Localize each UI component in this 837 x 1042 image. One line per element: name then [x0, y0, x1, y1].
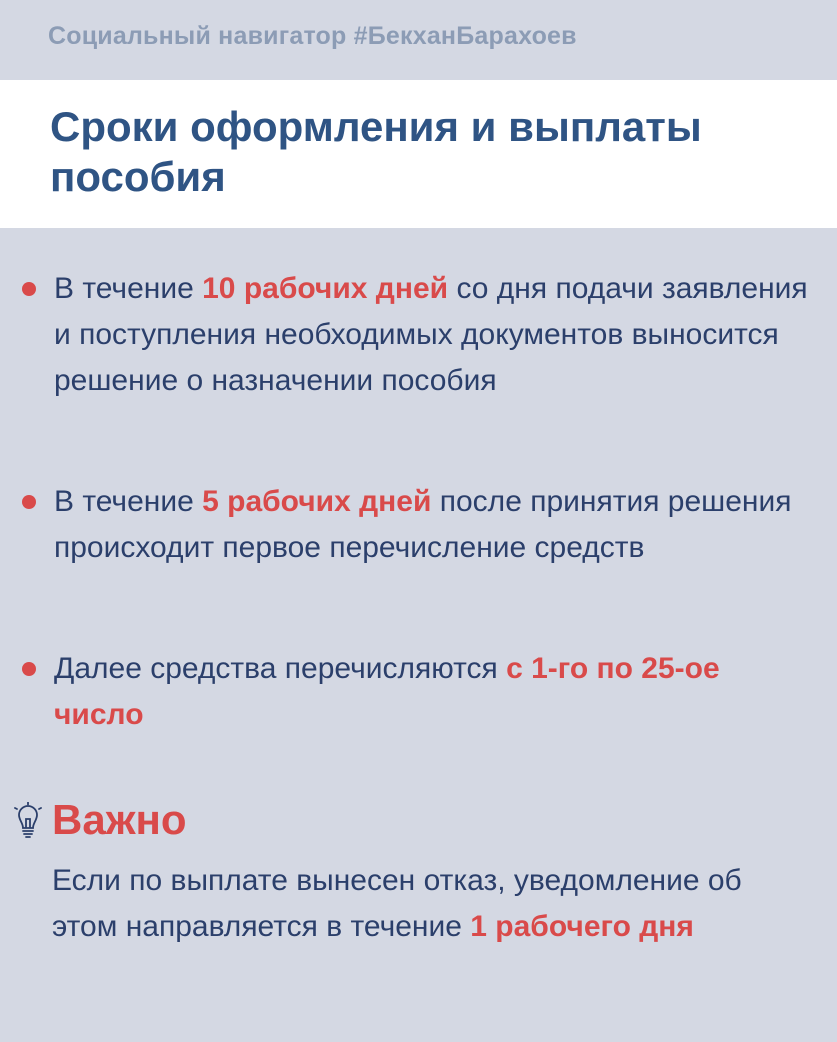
important-highlight: 1 рабочего дня	[470, 910, 694, 943]
top-bar	[0, 0, 837, 80]
bullet-item-1	[22, 266, 812, 404]
bullet-text-post: после принятия решения происходит первое перечисление средств	[54, 485, 792, 564]
bullet-text-pre: Далее средства перечисляются	[54, 652, 507, 685]
bullet-highlight: с 1-го по 25-ое число	[54, 652, 720, 731]
bullet-text-pre: В течение	[54, 485, 203, 518]
bullet-dot	[22, 495, 36, 509]
hashtag-label: Социальный навигатор #БекханБарахоев	[48, 22, 577, 50]
bullet-item-2	[22, 479, 812, 571]
important-text-pre: Если по выплате вынесен отказ, уведомление об этом направляется в течение	[52, 864, 742, 943]
bullet-text	[54, 479, 812, 571]
important-text	[52, 858, 812, 950]
page-title: Сроки оформления и выплаты пособия	[50, 103, 702, 200]
bullet-text	[54, 646, 722, 738]
bullet-highlight: 5 рабочих дней	[202, 485, 432, 518]
bullet-highlight: 10 рабочих дней	[202, 272, 449, 305]
bullet-text-pre: В течение	[54, 272, 203, 305]
important-heading: Важно	[52, 796, 187, 843]
bullet-text-post: со дня подачи заявления и поступления необходимых документов выносится решение о назначении пособия	[54, 272, 808, 397]
bullet-dot	[22, 662, 36, 676]
bullet-dot	[22, 282, 36, 296]
bullet-text	[54, 266, 812, 404]
bullet-item-3	[22, 646, 722, 738]
lightbulb-icon	[14, 802, 42, 842]
